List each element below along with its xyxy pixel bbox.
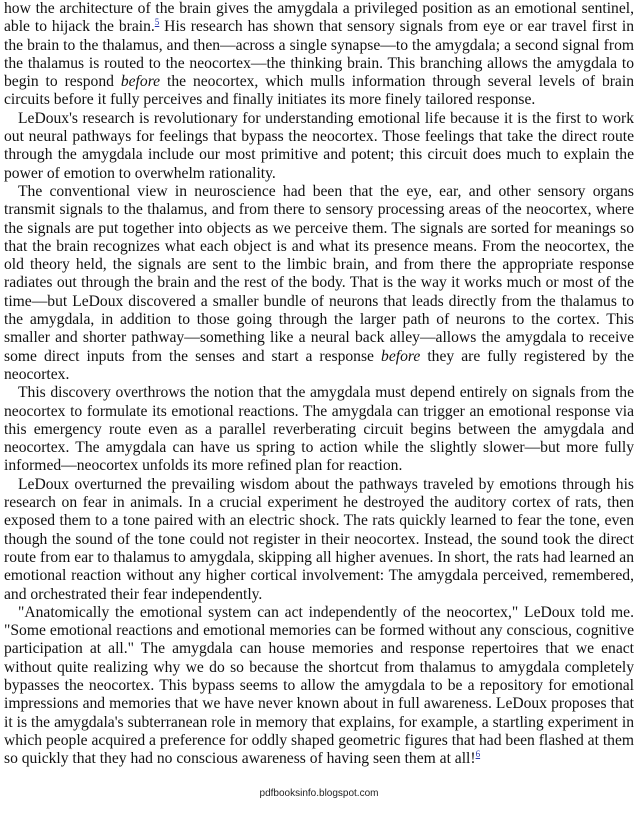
footnote-link[interactable]: 5 (154, 17, 160, 28)
text-run: they are fully registered by the neocortex. (4, 347, 634, 383)
page-footer: pdfbooksinfo.blogspot.com (259, 788, 379, 799)
page-body (4, 0, 634, 768)
text-run: His research has shown that sensory signals from eye or ear travel first in the brain to the thalamus, and then—across a single synapse—to the amygdala; a second signal from the thalamus is routed to the neocortex—the thinking brain. This branching allows the amygdala to begin to respond (4, 18, 634, 91)
footnote-link[interactable]: 6 (475, 748, 481, 759)
paragraph-6 (4, 604, 634, 769)
text-run: The conventional view in neuroscience had been that the eye, ear, and other sensory organs transmit signals to the thalamus, and from there to sensory processing areas of the neocortex, where the signals are put together into objects as we perceive them. The signals are sorted for meanings so that the brain recognizes what each object is and what its presence means. From the neocortex, the old theory held, the signals are sent to the limbic brain, and from there the appropriate response radiates out through the brain and the rest of the body. That is the way it works much or most of the time—but LeDoux discovered a smaller bundle of neurons that leads directly from the thalamus to the amygdala, in addition to those going through the larger path of neurons to the cortex. This smaller and shorter pathway—something like a neural back alley—allows the amygdala to receive some direct inputs from the senses and start a response (4, 182, 634, 365)
paragraph-3 (4, 183, 634, 384)
paragraph-4 (4, 384, 634, 475)
text-run: This discovery overthrows the notion that the amygdala must depend entirely on signals from the neocortex to formulate its emotional reactions. The amygdala can trigger an emotional response via this emergency route even as a parallel reverberating circuit begins between the amygdala and neocortex. The amygdala can have us spring to action while the slightly slower—but more fully informed—neocortex unfolds its more refined plan for reaction. (4, 384, 634, 475)
text-run: the neocortex, which mulls information through several levels of brain circuits before it fully perceives and finally initiates its more finely tailored response. (4, 73, 634, 109)
text-run: "Anatomically the emotional system can act independently of the neocortex," LeDoux told me. "Some emotional reactions and emotional memories can be formed without any conscious, cognitive participation at all." The amygdala can house memories and response repertoires that we enact without quite realizing why we do so because the shortcut from thalamus to amygdala completely bypasses the neocortex. This bypass seems to allow the amygdala to be a repository for emotional impressions and memories that we have never known about in full awareness. LeDoux proposes that it is the amygdala's subterranean role in memory that explains, for example, a startling experiment in which people acquired a preference for oddly shaped geometric figures that had been flashed at them so quickly that they had no conscious awareness of having seen them at all! (4, 603, 634, 768)
text-run: LeDoux overturned the prevailing wisdom about the pathways traveled by emotions through his research on fear in animals. In a crucial experiment he destroyed the auditory cortex of rats, then exposed them to a tone paired with an electric shock. The rats quickly learned to fear the tone, even though the sound of the tone could not register in their neocortex. Instead, the sound took the direct route from ear to thalamus to amygdala, skipping all higher avenues. In short, the rats had learned an emotional reaction without any higher cortical involvement: The amygdala perceived, remembered, and orchestrated their fear independently. (4, 475, 634, 603)
text-run: LeDoux's research is revolutionary for understanding emotional life because it is the first to work out neural pathways for feelings that bypass the neocortex. Those feelings that take the direct route through the amygdala include our most primitive and potent; this circuit does much to explain the power of emotion to overwhelm rationality. (4, 109, 634, 182)
emphasis-text: before (381, 347, 421, 365)
paragraph-1 (4, 0, 634, 110)
paragraph-2 (4, 110, 634, 183)
emphasis-text: before (120, 73, 161, 91)
text-run: how the architecture of the brain gives the amygdala a privileged position as an emotional sentinel, able to hijack the brain. (4, 0, 634, 36)
paragraph-5 (4, 476, 634, 604)
